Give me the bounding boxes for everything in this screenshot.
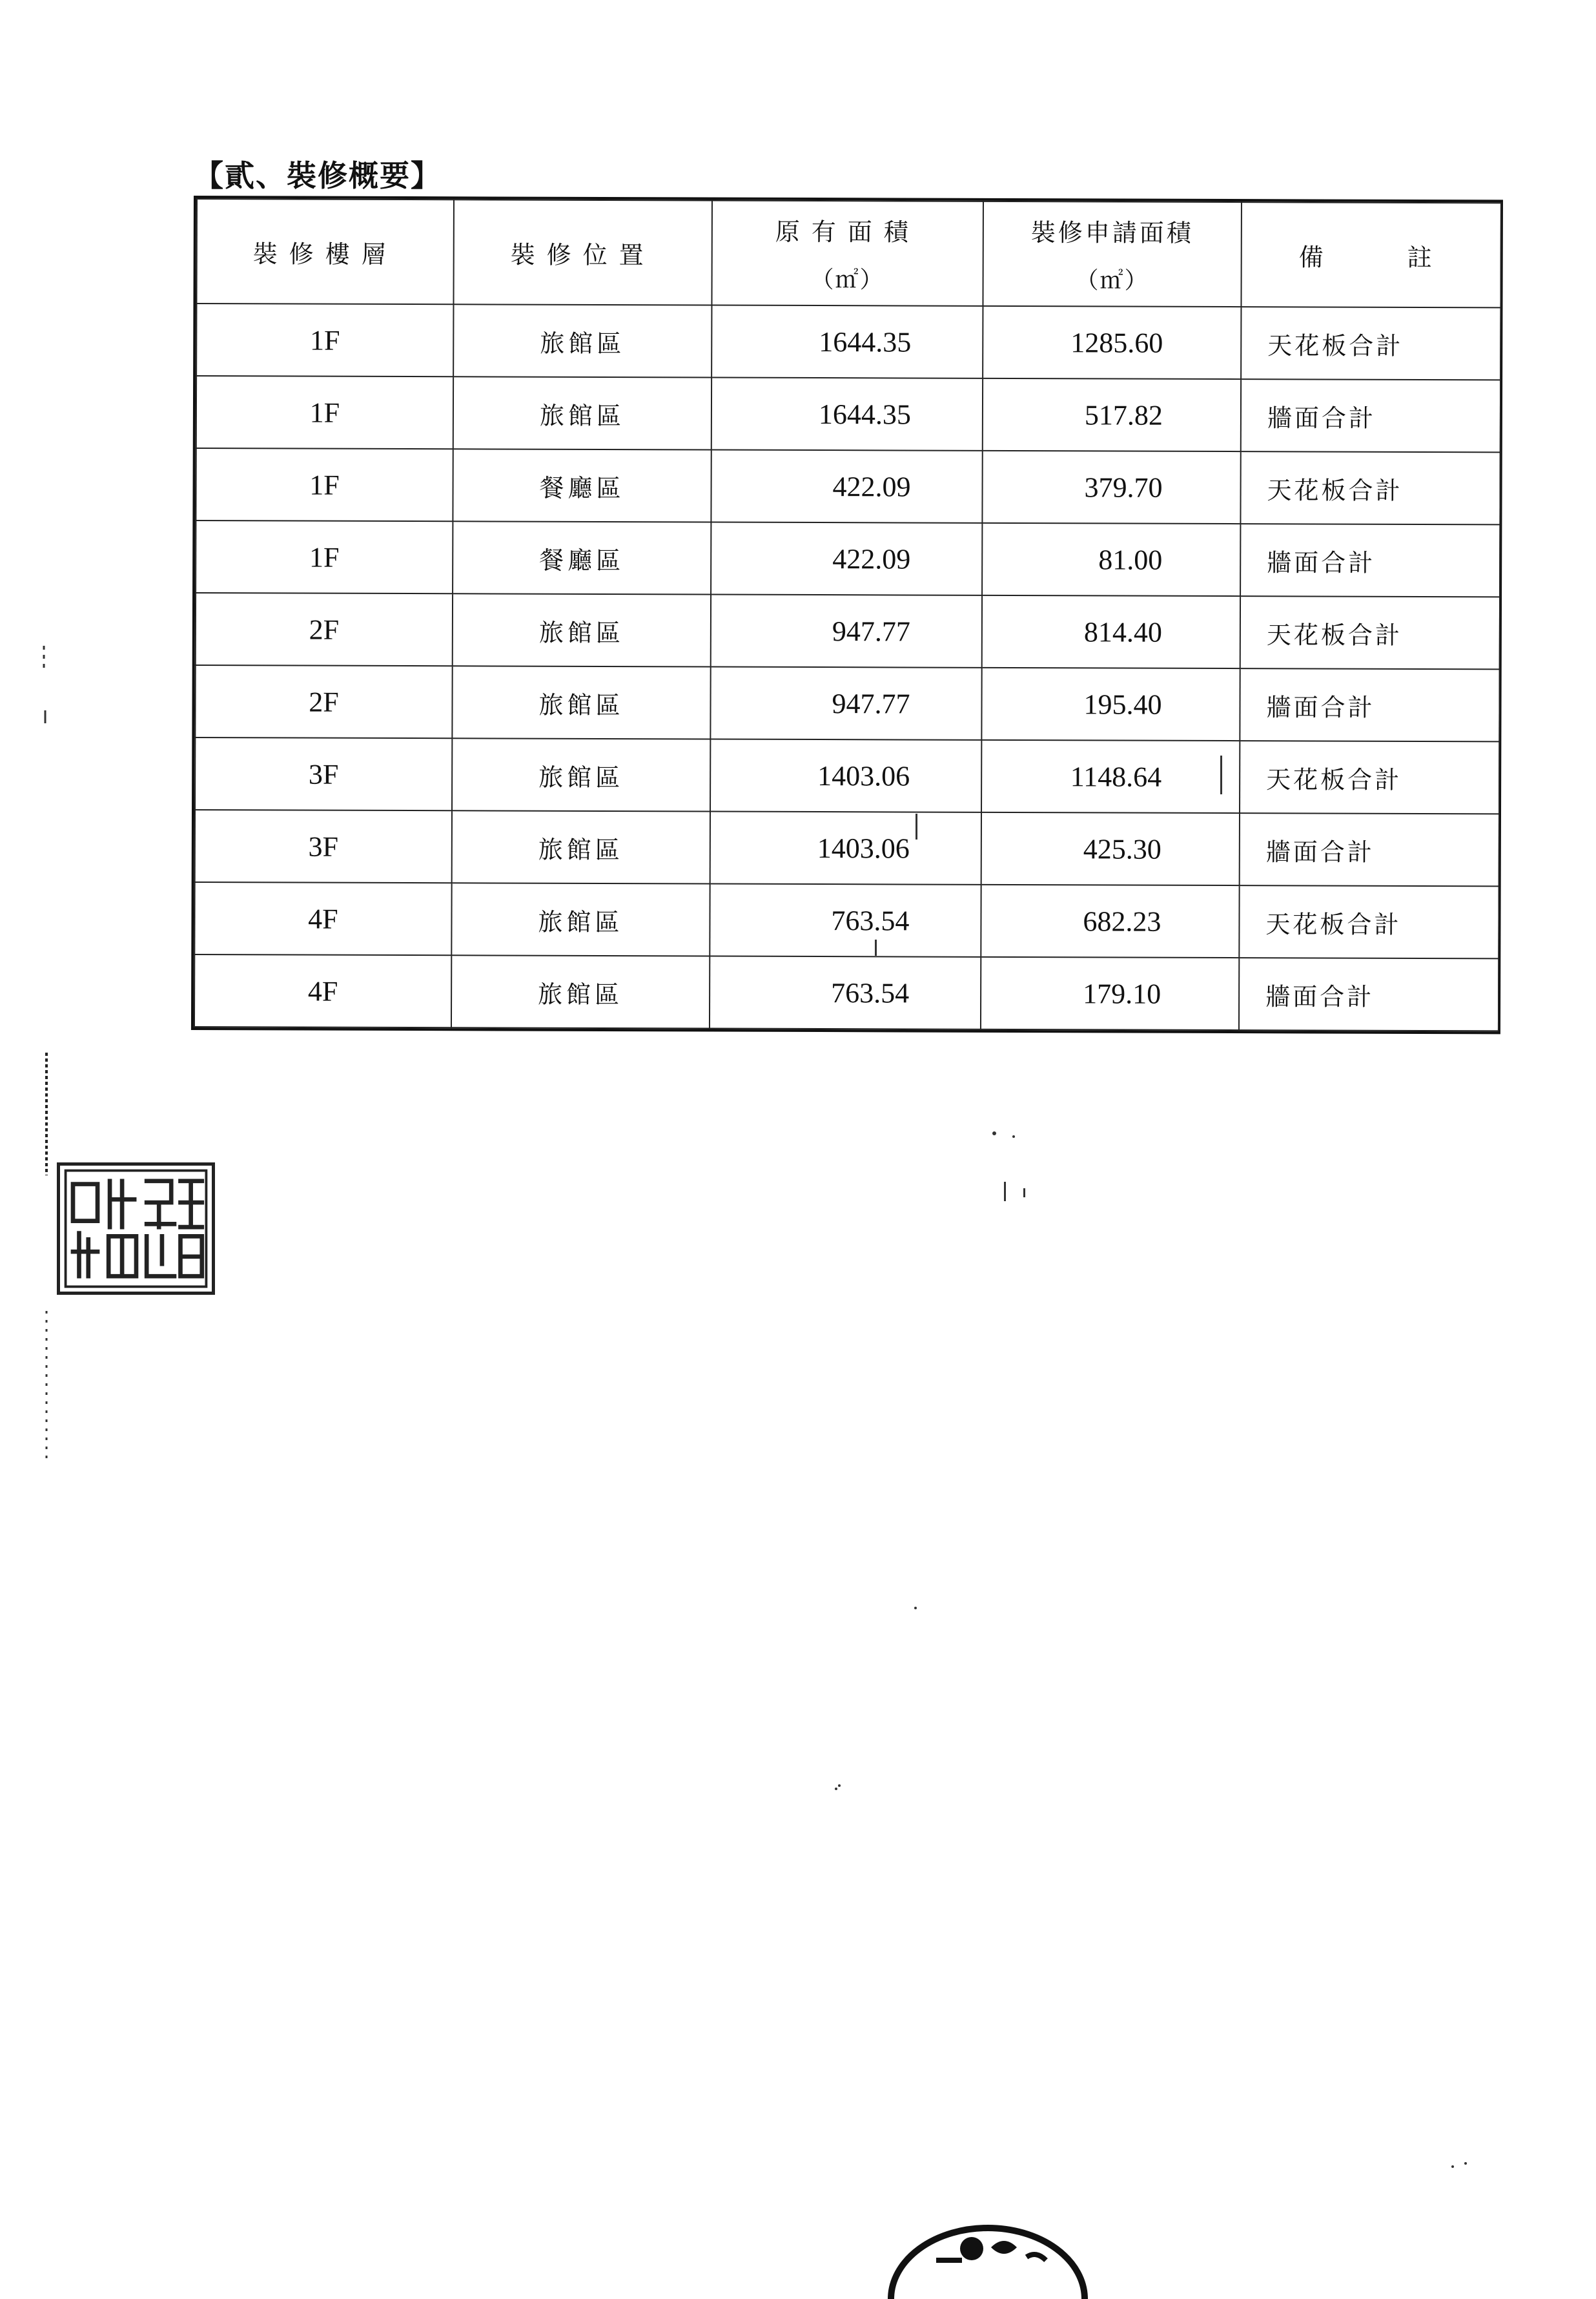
table-row [196,448,1500,524]
cell-original-area: 1644.35 [711,305,983,378]
renovation-summary-table-frame [191,196,1503,1034]
table-row [196,593,1500,669]
cell-location: 旅館區 [451,883,710,956]
table-row [194,882,1499,958]
cell-applied-area: 81.00 [982,523,1240,596]
cell-note: 牆面合計 [1240,813,1499,886]
cell-location: 旅館區 [452,738,710,811]
cell-note: 牆面合計 [1241,379,1500,452]
renovation-summary-table [194,198,1502,1031]
cell-applied-area: 379.70 [982,451,1240,524]
cell-applied-area: 179.10 [981,957,1239,1030]
cell-location: 餐廳區 [453,449,711,522]
cell-note: 天花板合計 [1240,741,1499,814]
round-seal-icon [872,2196,1104,2299]
cell-applied-area: 517.82 [983,378,1241,451]
cell-location: 餐廳區 [453,521,711,594]
cell-floor: 4F [194,882,451,955]
table-row [196,376,1500,452]
cell-original-area: 947.77 [711,595,982,668]
cell-floor: 1F [196,304,453,376]
table-row [194,954,1499,1031]
table-row [195,665,1499,741]
cell-applied-area: 195.40 [981,668,1240,741]
cell-note: 牆面合計 [1240,524,1500,597]
header-floor: 裝修樓層 [196,199,454,304]
cell-floor: 3F [195,737,452,810]
cell-floor: 1F [196,376,453,449]
scan-margin-marks [40,646,53,1485]
cell-floor: 1F [196,521,453,593]
cell-note: 牆面合計 [1240,668,1499,741]
cell-location: 旅館區 [452,810,710,883]
cell-original-area: 1403.06 [710,739,981,812]
cell-applied-area: 814.40 [982,595,1240,668]
cell-applied-area: 1285.60 [983,306,1241,379]
table-body [194,304,1501,1031]
header-applied-area: 裝修申請面積 （㎡） [983,201,1242,307]
table-header-row [196,199,1500,307]
table-row [196,521,1500,597]
header-applied-area-unit: （㎡） [1075,267,1149,294]
cell-note: 天花板合計 [1240,596,1500,669]
header-original-area-unit: （㎡） [810,267,885,294]
cell-original-area: 422.09 [711,450,982,523]
cell-location: 旅館區 [453,376,711,449]
cell-floor: 3F [195,810,452,883]
cell-note: 天花板合計 [1239,885,1499,958]
cell-floor: 2F [195,665,452,738]
section-title: 【貳、裝修概要】 [194,158,442,193]
cell-applied-area: 1148.64 [981,740,1240,813]
cell-location: 旅館區 [453,593,711,666]
table-row [195,737,1499,814]
cell-note: 天花板合計 [1241,307,1500,380]
cell-applied-area: 682.23 [981,885,1239,958]
table-row [195,810,1499,886]
cell-location: 旅館區 [453,304,711,377]
cell-original-area: 763.54 [710,956,981,1029]
cell-location: 旅館區 [452,666,710,739]
cell-original-area: 422.09 [711,522,982,595]
cell-applied-area: 425.30 [981,812,1240,885]
cell-note: 天花板合計 [1240,451,1500,524]
header-note: 備 註 [1241,202,1501,307]
header-original-area: 原有面積 （㎡） [711,201,983,306]
cell-floor: 1F [196,448,453,521]
cell-original-area: 1403.06 [710,812,981,885]
cell-note: 牆面合計 [1239,958,1499,1031]
table-row [196,304,1500,380]
square-seal-icon [57,1162,215,1295]
cell-floor: 2F [196,593,453,666]
header-location: 裝修位置 [453,200,712,305]
cell-original-area: 1644.35 [711,378,983,451]
cell-original-area: 947.77 [710,667,981,740]
cell-original-area: 763.54 [710,884,981,957]
cell-location: 旅館區 [451,955,710,1028]
cell-floor: 4F [194,954,451,1027]
